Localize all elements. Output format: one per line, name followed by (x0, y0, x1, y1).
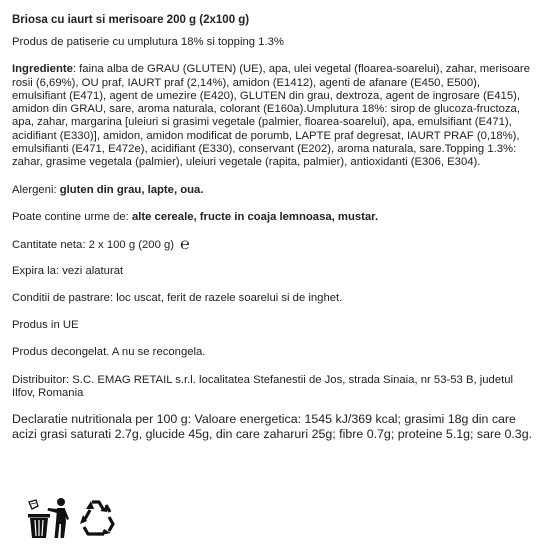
net-quantity-line (12, 238, 534, 252)
product-subtitle: Produs de patiserie cu umplutura 18% si topping 1.3% (12, 36, 284, 48)
allergens-label: Alergeni: (12, 183, 60, 196)
estimated-sign-icon: ℮ (180, 236, 190, 254)
ingredients-label: Ingrediente (12, 63, 73, 76)
traces-value: alte cereale, fructe in coaja lemnoasa, mustar. (131, 210, 379, 223)
product-label (12, 13, 534, 441)
ingredients-paragraph (12, 63, 534, 169)
nutrition-declaration: Declaratie nutritionala per 100 g: Valoare energetica: 1545 kJ/369 kcal; grasimi 18g din care acizi grasi saturati 2.7g, glucide 45g, din care zaharuri 25g; fibre 0.7g; proteine 5.1g; sare 0.3g. (12, 412, 533, 441)
net-quantity-text: Cantitate neta: 2 x 100 g (200 g) (12, 239, 178, 252)
expiry-line: Expira la: vezi alaturat (12, 264, 124, 277)
recycle-icon (76, 497, 120, 539)
ingredients-text: : faina alba de GRAU (GLUTEN) (UE), apa, ulei vegetal (floarea-soarelui), zahar, merisoare rosii (6,69%), OU praf, IAURT praf (2,14%), amidon (E1412), agenti de afanare (E450, E500), emulsifiant (E471), agent de umezire (E420), GLUTEN din grau, dextroza, agent de ingrosare (E415), amidon din GRAU, sare, aroma naturala, colorant (E160a).Umplutura 18%: sirop de glucoza-fructoza, apa, zahar, margarina [uleiuri si grasimi vegetale (palmier, floarea-soarelui), apa, emulsifiant (E471), acidifiant (E330)], amidon, amidon modificat de porumb, LAPTE praf degresat, IAURT PRAF (0,18%), emulsifianti (E471, E472e), acidifiant (E330), conservant (E202), aroma naturala, sare.Topping 1.3%: zahar, grasime vegetala (palmier), uleiuri vegetale (rapita, palmier), antioxidanti (E306, E304). (12, 63, 530, 169)
thawed-line: Produs decongelat. A nu se recongela. (12, 346, 206, 359)
product-title: Briosa cu iaurt si merisoare 200 g (2x100 g) (12, 14, 250, 26)
distributor-line: Distribuitor: S.C. EMAG RETAIL s.r.l. localitatea Stefanestii de Jos, strada Sinaia, nr 53-53 B, judetul Ilfov, Romania (12, 373, 514, 400)
allergens-value: gluten din grau, lapte, oua. (59, 183, 204, 196)
traces-label: Poate contine urme de: (12, 210, 132, 223)
storage-line: Conditii de pastrare: loc uscat, ferit de razele soarelui si de inghet. (12, 291, 343, 304)
traces-line (12, 211, 534, 224)
origin-line: Produs in UE (12, 319, 79, 332)
allergens-line (12, 184, 534, 197)
tidyman-bin-icon (26, 497, 72, 539)
disposal-icons (26, 497, 136, 539)
